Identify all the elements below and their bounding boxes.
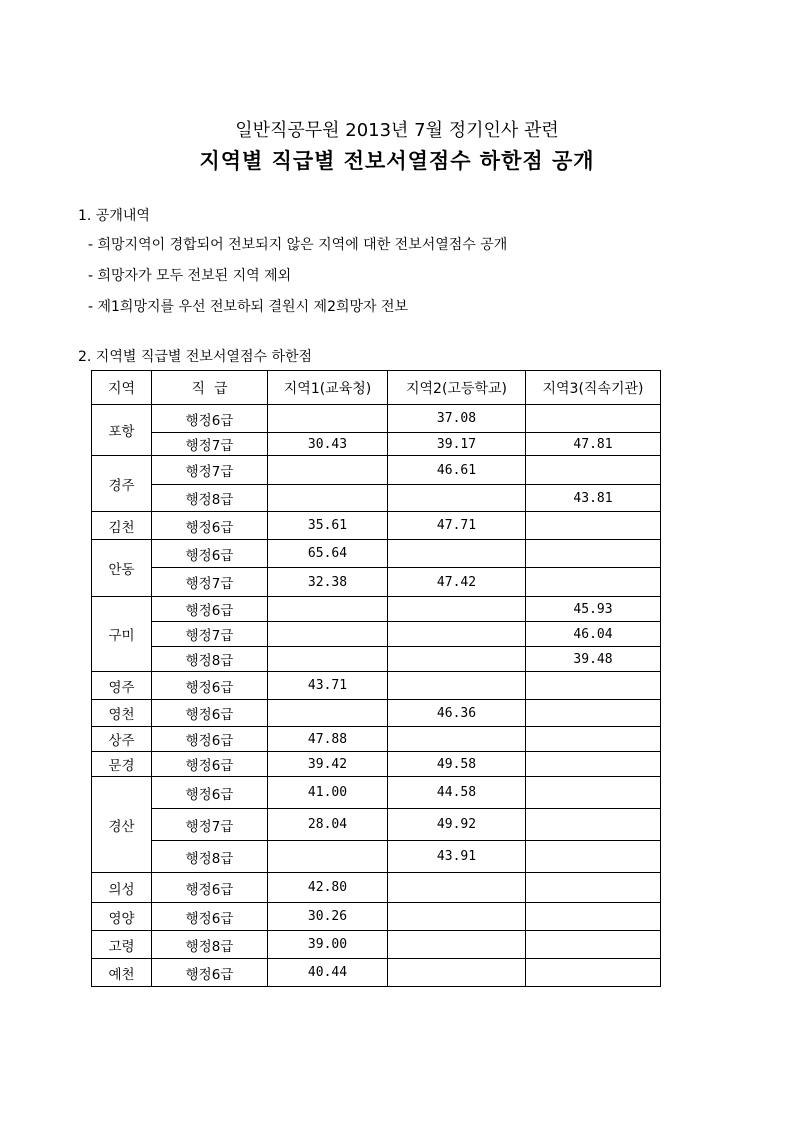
area3-score-cell (526, 752, 661, 777)
area2-score-cell (388, 622, 526, 647)
grade-cell: 행정8급 (152, 931, 268, 959)
grade-cell: 행정6급 (152, 540, 268, 568)
table-row (92, 485, 661, 512)
area3-score-cell (526, 540, 661, 568)
area3-score-cell (526, 456, 661, 485)
area1-score-cell: 39.42 (268, 752, 388, 777)
bullet-item: - 제1희망지를 우선 전보하되 결원시 제2희망자 전보 (88, 299, 409, 315)
area2-score-cell (388, 727, 526, 752)
area2-score-cell (388, 931, 526, 959)
region-cell: 예천 (92, 959, 152, 987)
grade-cell: 행정6급 (152, 752, 268, 777)
area1-score-cell: 32.38 (268, 568, 388, 597)
table-row (92, 903, 661, 931)
area2-score-cell (388, 959, 526, 987)
table-row (92, 959, 661, 987)
area1-score-cell: 42.80 (268, 873, 388, 903)
grade-cell: 행정6급 (152, 700, 268, 727)
region-cell: 상주 (92, 727, 152, 752)
area2-score-cell (388, 873, 526, 903)
area2-score-cell: 47.71 (388, 512, 526, 540)
area3-score-cell: 39.48 (526, 647, 661, 672)
area3-score-cell (526, 777, 661, 809)
area1-score-cell: 35.61 (268, 512, 388, 540)
header-region: 지역 (92, 371, 152, 405)
table-row (92, 512, 661, 540)
area3-score-cell: 45.93 (526, 597, 661, 622)
table-row (92, 433, 661, 456)
grade-cell: 행정6급 (152, 903, 268, 931)
section-1-heading: 1. 공개내역 (78, 208, 150, 224)
area1-score-cell: 39.00 (268, 931, 388, 959)
area1-score-cell (268, 841, 388, 873)
area3-score-cell (526, 841, 661, 873)
table-row (92, 405, 661, 433)
area3-score-cell: 43.81 (526, 485, 661, 512)
area1-score-cell: 30.43 (268, 433, 388, 456)
header-area2: 지역2(고등학교) (388, 371, 526, 405)
area1-score-cell (268, 647, 388, 672)
area1-score-cell: 41.00 (268, 777, 388, 809)
table-row (92, 568, 661, 597)
region-cell: 안동 (92, 540, 152, 597)
area2-score-cell: 37.08 (388, 405, 526, 433)
grade-cell: 행정7급 (152, 622, 268, 647)
area1-score-cell: 47.88 (268, 727, 388, 752)
grade-cell: 행정7급 (152, 568, 268, 597)
area1-score-cell (268, 597, 388, 622)
area2-score-cell (388, 540, 526, 568)
region-cell: 경주 (92, 456, 152, 512)
table-body (92, 405, 661, 987)
grade-cell: 행정6급 (152, 512, 268, 540)
area2-score-cell: 44.58 (388, 777, 526, 809)
header-grade: 직 급 (152, 371, 268, 405)
grade-cell: 행정8급 (152, 647, 268, 672)
area1-score-cell (268, 405, 388, 433)
header-area1: 지역1(교육청) (268, 371, 388, 405)
section-2-heading: 2. 지역별 직급별 전보서열점수 하한점 (78, 349, 313, 365)
grade-cell: 행정6급 (152, 873, 268, 903)
area3-score-cell (526, 873, 661, 903)
area3-score-cell (526, 512, 661, 540)
area3-score-cell (526, 672, 661, 700)
table-row (92, 873, 661, 903)
area3-score-cell: 46.04 (526, 622, 661, 647)
region-cell: 영양 (92, 903, 152, 931)
area2-score-cell: 49.58 (388, 752, 526, 777)
area2-score-cell (388, 672, 526, 700)
grade-cell: 행정7급 (152, 456, 268, 485)
area3-score-cell (526, 405, 661, 433)
region-cell: 고령 (92, 931, 152, 959)
area1-score-cell: 28.04 (268, 809, 388, 841)
area1-score-cell: 30.26 (268, 903, 388, 931)
table-row (92, 647, 661, 672)
table-row (92, 700, 661, 727)
area3-score-cell (526, 903, 661, 931)
area1-score-cell (268, 485, 388, 512)
document-subtitle: 지역별 직급별 전보서열점수 하한점 공개 (199, 149, 595, 173)
region-cell: 의성 (92, 873, 152, 903)
area3-score-cell (526, 568, 661, 597)
grade-cell: 행정7급 (152, 433, 268, 456)
area3-score-cell (526, 727, 661, 752)
grade-cell: 행정6급 (152, 777, 268, 809)
area1-score-cell: 43.71 (268, 672, 388, 700)
region-cell: 구미 (92, 597, 152, 672)
table-row (92, 456, 661, 485)
region-cell: 영주 (92, 672, 152, 700)
area3-score-cell (526, 809, 661, 841)
area2-score-cell: 47.42 (388, 568, 526, 597)
grade-cell: 행정8급 (152, 485, 268, 512)
table-row (92, 931, 661, 959)
grade-cell: 행정7급 (152, 809, 268, 841)
area3-score-cell (526, 700, 661, 727)
table-row (92, 752, 661, 777)
grade-cell: 행정6급 (152, 405, 268, 433)
area3-score-cell: 47.81 (526, 433, 661, 456)
table-row (92, 777, 661, 809)
area2-score-cell: 49.92 (388, 809, 526, 841)
header-area3: 지역3(직속기관) (526, 371, 661, 405)
area2-score-cell (388, 903, 526, 931)
document-title: 일반직공무원 2013년 7월 정기인사 관련 (235, 120, 559, 141)
area2-score-cell (388, 647, 526, 672)
table-row (92, 540, 661, 568)
area1-score-cell: 65.64 (268, 540, 388, 568)
table-row (92, 597, 661, 622)
grade-cell: 행정6급 (152, 672, 268, 700)
grade-cell: 행정6급 (152, 727, 268, 752)
area2-score-cell: 43.91 (388, 841, 526, 873)
region-cell: 영천 (92, 700, 152, 727)
area2-score-cell (388, 597, 526, 622)
table-header-row (92, 371, 661, 405)
region-cell: 경산 (92, 777, 152, 873)
table-row (92, 672, 661, 700)
area3-score-cell (526, 931, 661, 959)
table-row (92, 727, 661, 752)
area1-score-cell (268, 700, 388, 727)
grade-cell: 행정8급 (152, 841, 268, 873)
bullet-item: - 희망자가 모두 전보된 지역 제외 (88, 268, 292, 284)
area2-score-cell (388, 485, 526, 512)
grade-cell: 행정6급 (152, 959, 268, 987)
region-cell: 포항 (92, 405, 152, 456)
region-cell: 김천 (92, 512, 152, 540)
region-cell: 문경 (92, 752, 152, 777)
area3-score-cell (526, 959, 661, 987)
table-row (92, 809, 661, 841)
bullet-item: - 희망지역이 경합되어 전보되지 않은 지역에 대한 전보서열점수 공개 (88, 237, 508, 253)
table-row (92, 841, 661, 873)
area2-score-cell: 46.36 (388, 700, 526, 727)
grade-cell: 행정6급 (152, 597, 268, 622)
area2-score-cell: 39.17 (388, 433, 526, 456)
area1-score-cell: 40.44 (268, 959, 388, 987)
score-table (91, 370, 661, 987)
table-row (92, 622, 661, 647)
area2-score-cell: 46.61 (388, 456, 526, 485)
area1-score-cell (268, 456, 388, 485)
area1-score-cell (268, 622, 388, 647)
